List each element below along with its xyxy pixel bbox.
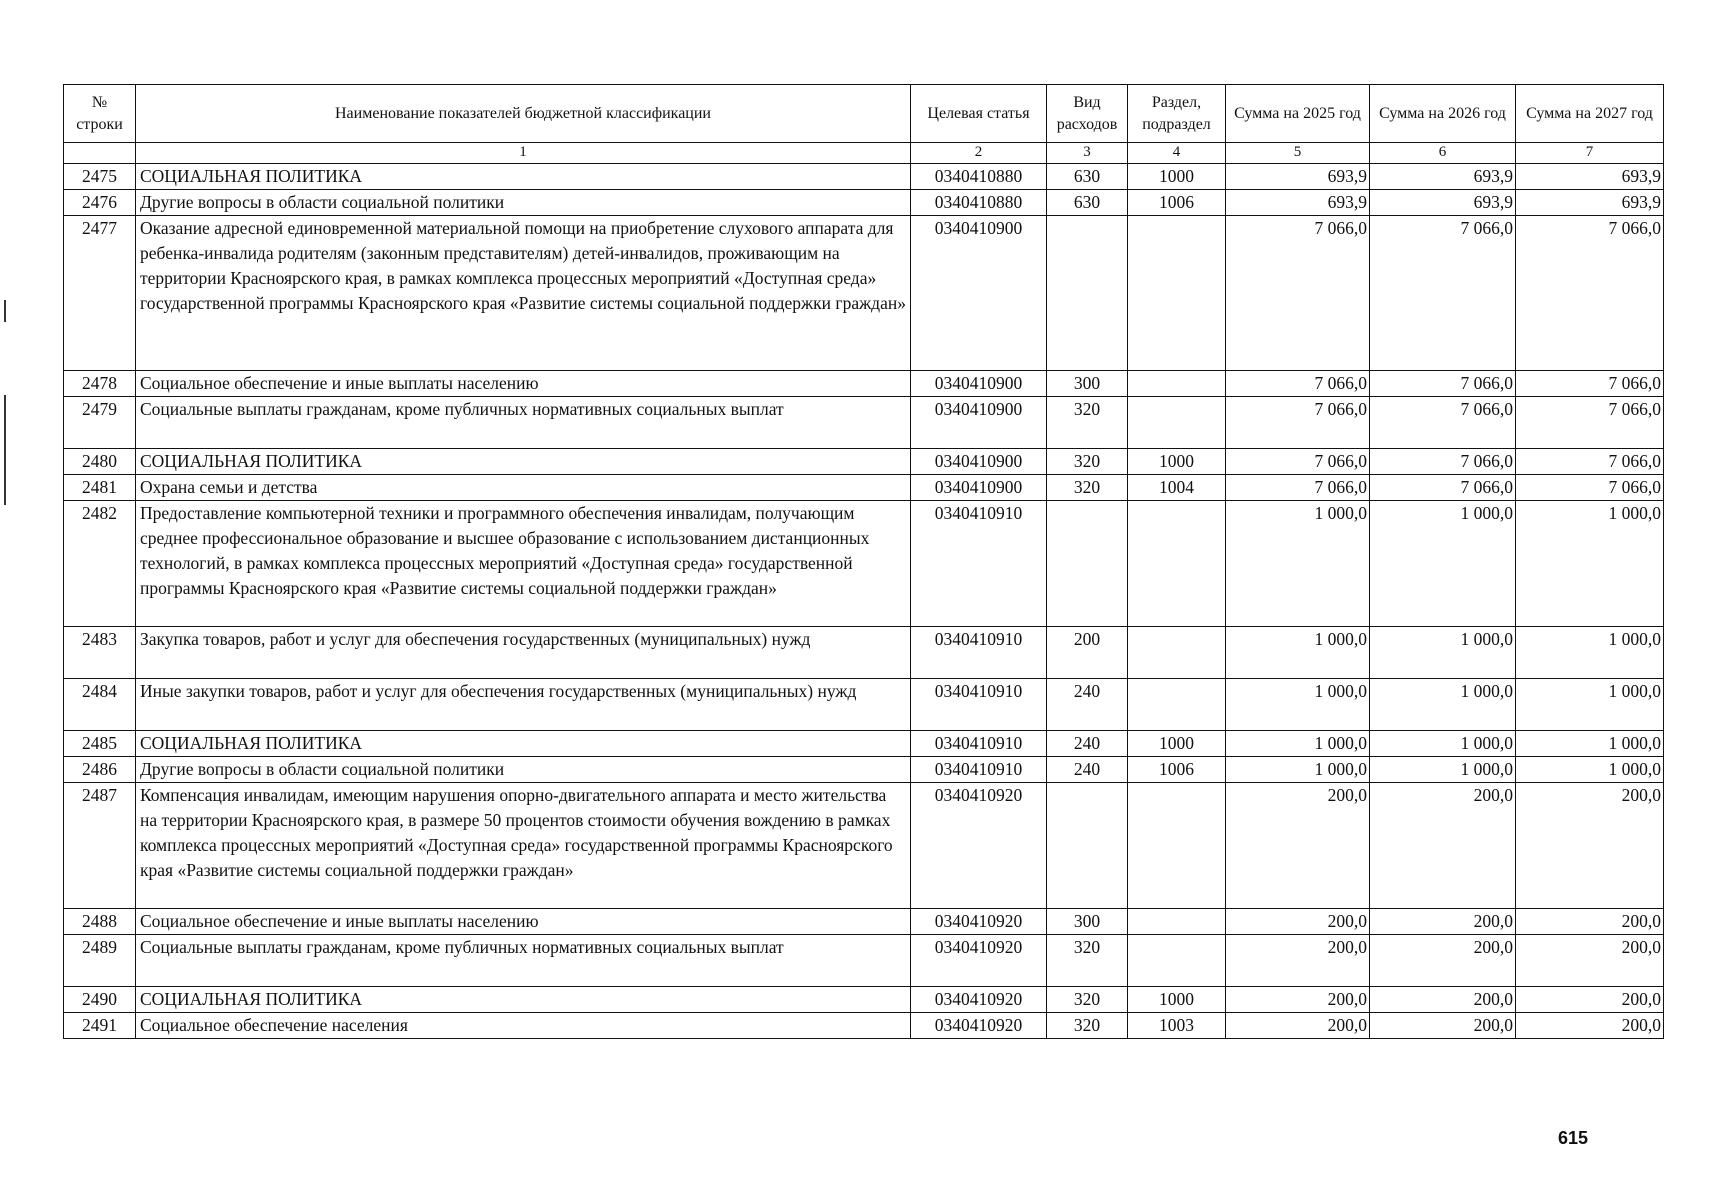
row-name: Социальные выплаты гражданам, кроме публичных нормативных социальных выплат <box>136 397 911 449</box>
row-sum-2026: 7 066,0 <box>1370 371 1516 397</box>
table-row <box>64 731 1664 757</box>
header-row-no: № строки <box>64 85 136 143</box>
row-expense-kind: 320 <box>1047 935 1128 987</box>
table-row <box>64 935 1664 987</box>
row-number: 2484 <box>64 679 136 731</box>
header-target: Целевая статья <box>911 85 1047 143</box>
table-row <box>64 164 1664 190</box>
row-sum-2025: 7 066,0 <box>1226 216 1370 371</box>
row-name: Социальное обеспечение и иные выплаты населению <box>136 371 911 397</box>
row-name: Компенсация инвалидам, имеющим нарушения опорно-двигательного аппарата и место жительства на территории Красноярского края, в размере 50 процентов стоимости обучения вождению в рамках комплекса процессных мероприятий «Доступная среда» государственной программы Красноярского края «Развитие системы социальной поддержки граждан» <box>136 783 911 909</box>
row-name: СОЦИАЛЬНАЯ ПОЛИТИКА <box>136 164 911 190</box>
row-expense-kind: 240 <box>1047 757 1128 783</box>
row-section <box>1128 935 1226 987</box>
table-row <box>64 501 1664 627</box>
row-sum-2027: 1 000,0 <box>1516 501 1664 627</box>
row-sum-2026: 200,0 <box>1370 909 1516 935</box>
table-row <box>64 190 1664 216</box>
row-sum-2026: 7 066,0 <box>1370 475 1516 501</box>
row-section: 1006 <box>1128 757 1226 783</box>
row-sum-2025: 693,9 <box>1226 190 1370 216</box>
row-sum-2027: 693,9 <box>1516 190 1664 216</box>
row-target-code: 0340410880 <box>911 164 1047 190</box>
row-sum-2027: 7 066,0 <box>1516 216 1664 371</box>
column-number: 6 <box>1370 143 1516 164</box>
table-row <box>64 757 1664 783</box>
row-expense-kind: 630 <box>1047 190 1128 216</box>
budget-table <box>63 84 1664 1039</box>
row-sum-2026: 200,0 <box>1370 935 1516 987</box>
row-sum-2025: 200,0 <box>1226 1013 1370 1039</box>
row-expense-kind: 320 <box>1047 475 1128 501</box>
row-sum-2026: 200,0 <box>1370 987 1516 1013</box>
row-target-code: 0340410910 <box>911 679 1047 731</box>
table-row <box>64 1013 1664 1039</box>
page-number: 615 <box>1558 1128 1589 1148</box>
row-sum-2027: 1 000,0 <box>1516 757 1664 783</box>
row-sum-2027: 200,0 <box>1516 987 1664 1013</box>
table-row <box>64 679 1664 731</box>
column-number: 2 <box>911 143 1047 164</box>
row-expense-kind: 320 <box>1047 987 1128 1013</box>
row-expense-kind <box>1047 783 1128 909</box>
table-row <box>64 783 1664 909</box>
row-number: 2490 <box>64 987 136 1013</box>
row-name: Другие вопросы в области социальной политики <box>136 757 911 783</box>
row-sum-2026: 693,9 <box>1370 164 1516 190</box>
row-target-code: 0340410920 <box>911 987 1047 1013</box>
row-sum-2026: 7 066,0 <box>1370 397 1516 449</box>
row-sum-2026: 1 000,0 <box>1370 679 1516 731</box>
row-expense-kind: 300 <box>1047 371 1128 397</box>
row-number: 2477 <box>64 216 136 371</box>
row-sum-2027: 7 066,0 <box>1516 371 1664 397</box>
row-number: 2491 <box>64 1013 136 1039</box>
row-number: 2488 <box>64 909 136 935</box>
row-name: Охрана семьи и детства <box>136 475 911 501</box>
row-expense-kind: 320 <box>1047 449 1128 475</box>
row-number: 2487 <box>64 783 136 909</box>
row-sum-2025: 7 066,0 <box>1226 475 1370 501</box>
row-target-code: 0340410900 <box>911 475 1047 501</box>
row-target-code: 0340410920 <box>911 935 1047 987</box>
row-target-code: 0340410910 <box>911 757 1047 783</box>
header-name: Наименование показателей бюджетной классификации <box>136 85 911 143</box>
row-section: 1003 <box>1128 1013 1226 1039</box>
margin-mark <box>4 395 6 505</box>
row-number: 2489 <box>64 935 136 987</box>
row-number: 2483 <box>64 627 136 679</box>
column-number: 7 <box>1516 143 1664 164</box>
row-name: СОЦИАЛЬНАЯ ПОЛИТИКА <box>136 987 911 1013</box>
row-sum-2026: 1 000,0 <box>1370 731 1516 757</box>
row-name: Социальное обеспечение и иные выплаты населению <box>136 909 911 935</box>
row-sum-2026: 693,9 <box>1370 190 1516 216</box>
row-sum-2025: 7 066,0 <box>1226 449 1370 475</box>
column-number: 5 <box>1226 143 1370 164</box>
row-expense-kind <box>1047 501 1128 627</box>
row-sum-2025: 200,0 <box>1226 935 1370 987</box>
row-target-code: 0340410900 <box>911 397 1047 449</box>
row-number: 2480 <box>64 449 136 475</box>
row-name: Социальное обеспечение населения <box>136 1013 911 1039</box>
row-section <box>1128 679 1226 731</box>
row-target-code: 0340410920 <box>911 783 1047 909</box>
column-number: 1 <box>136 143 911 164</box>
row-section <box>1128 371 1226 397</box>
row-expense-kind: 630 <box>1047 164 1128 190</box>
row-sum-2027: 200,0 <box>1516 1013 1664 1039</box>
margin-mark <box>4 300 6 322</box>
row-number: 2486 <box>64 757 136 783</box>
row-target-code: 0340410910 <box>911 501 1047 627</box>
row-target-code: 0340410880 <box>911 190 1047 216</box>
row-sum-2025: 200,0 <box>1226 909 1370 935</box>
row-sum-2027: 7 066,0 <box>1516 449 1664 475</box>
row-name: Иные закупки товаров, работ и услуг для обеспечения государственных (муниципальных) нужд <box>136 679 911 731</box>
header-sum-2025: Сумма на 2025 год <box>1226 85 1370 143</box>
row-target-code: 0340410900 <box>911 449 1047 475</box>
row-section <box>1128 216 1226 371</box>
row-sum-2027: 1 000,0 <box>1516 627 1664 679</box>
row-sum-2027: 693,9 <box>1516 164 1664 190</box>
row-name: Другие вопросы в области социальной политики <box>136 190 911 216</box>
row-number: 2476 <box>64 190 136 216</box>
row-section <box>1128 397 1226 449</box>
row-sum-2026: 1 000,0 <box>1370 627 1516 679</box>
row-sum-2027: 200,0 <box>1516 909 1664 935</box>
row-sum-2025: 1 000,0 <box>1226 757 1370 783</box>
row-section: 1000 <box>1128 731 1226 757</box>
table-row <box>64 627 1664 679</box>
row-sum-2026: 1 000,0 <box>1370 757 1516 783</box>
table-row <box>64 909 1664 935</box>
column-number: 4 <box>1128 143 1226 164</box>
row-name: Закупка товаров, работ и услуг для обеспечения государственных (муниципальных) нужд <box>136 627 911 679</box>
row-name: СОЦИАЛЬНАЯ ПОЛИТИКА <box>136 731 911 757</box>
row-section <box>1128 783 1226 909</box>
row-target-code: 0340410900 <box>911 371 1047 397</box>
row-section <box>1128 627 1226 679</box>
row-sum-2025: 1 000,0 <box>1226 501 1370 627</box>
header-kind: Вид расходов <box>1047 85 1128 143</box>
column-number <box>64 143 136 164</box>
row-number: 2475 <box>64 164 136 190</box>
row-expense-kind: 200 <box>1047 627 1128 679</box>
table-row <box>64 397 1664 449</box>
table-row <box>64 449 1664 475</box>
row-sum-2025: 1 000,0 <box>1226 679 1370 731</box>
row-name: Оказание адресной единовременной материальной помощи на приобретение слухового аппарата для ребенка-инвалида родителям (законным представителям) детей-инвалидов, проживающим на территории Красноярского края, в рамках комплекса процессных мероприятий «Доступная среда» государственной программы Красноярского края «Развитие системы социальной поддержки граждан» <box>136 216 911 371</box>
row-target-code: 0340410910 <box>911 627 1047 679</box>
row-section <box>1128 501 1226 627</box>
row-section: 1000 <box>1128 987 1226 1013</box>
row-expense-kind: 320 <box>1047 1013 1128 1039</box>
row-sum-2025: 693,9 <box>1226 164 1370 190</box>
row-section: 1000 <box>1128 164 1226 190</box>
row-expense-kind: 240 <box>1047 731 1128 757</box>
row-target-code: 0340410920 <box>911 909 1047 935</box>
row-sum-2025: 7 066,0 <box>1226 371 1370 397</box>
row-section: 1000 <box>1128 449 1226 475</box>
row-sum-2025: 200,0 <box>1226 783 1370 909</box>
row-name: Социальные выплаты гражданам, кроме публичных нормативных социальных выплат <box>136 935 911 987</box>
row-sum-2026: 1 000,0 <box>1370 501 1516 627</box>
row-sum-2026: 7 066,0 <box>1370 449 1516 475</box>
row-sum-2027: 200,0 <box>1516 935 1664 987</box>
row-number: 2485 <box>64 731 136 757</box>
row-number: 2482 <box>64 501 136 627</box>
row-expense-kind: 300 <box>1047 909 1128 935</box>
table-row <box>64 216 1664 371</box>
row-section: 1006 <box>1128 190 1226 216</box>
table-row <box>64 475 1664 501</box>
row-sum-2027: 200,0 <box>1516 783 1664 909</box>
row-sum-2025: 1 000,0 <box>1226 731 1370 757</box>
row-sum-2025: 7 066,0 <box>1226 397 1370 449</box>
row-name: СОЦИАЛЬНАЯ ПОЛИТИКА <box>136 449 911 475</box>
table-row <box>64 371 1664 397</box>
row-number: 2481 <box>64 475 136 501</box>
row-sum-2027: 7 066,0 <box>1516 475 1664 501</box>
row-expense-kind: 240 <box>1047 679 1128 731</box>
row-name: Предоставление компьютерной техники и программного обеспечения инвалидам, получающим среднее профессиональное образование и высшее образование с использованием дистанционных технологий, в рамках комплекса процессных мероприятий «Доступная среда» государственной программы Красноярского края «Развитие системы социальной поддержки граждан» <box>136 501 911 627</box>
row-sum-2027: 1 000,0 <box>1516 731 1664 757</box>
row-sum-2026: 200,0 <box>1370 783 1516 909</box>
row-sum-2026: 200,0 <box>1370 1013 1516 1039</box>
row-number: 2478 <box>64 371 136 397</box>
row-sum-2027: 7 066,0 <box>1516 397 1664 449</box>
row-sum-2027: 1 000,0 <box>1516 679 1664 731</box>
header-section: Раздел, подраздел <box>1128 85 1226 143</box>
column-number: 3 <box>1047 143 1128 164</box>
row-target-code: 0340410910 <box>911 731 1047 757</box>
row-number: 2479 <box>64 397 136 449</box>
row-target-code: 0340410920 <box>911 1013 1047 1039</box>
row-sum-2025: 1 000,0 <box>1226 627 1370 679</box>
header-sum-2026: Сумма на 2026 год <box>1370 85 1516 143</box>
column-numbers-row <box>64 143 1664 164</box>
row-expense-kind <box>1047 216 1128 371</box>
row-section: 1004 <box>1128 475 1226 501</box>
header-sum-2027: Сумма на 2027 год <box>1516 85 1664 143</box>
table-row <box>64 987 1664 1013</box>
header-row <box>64 85 1664 143</box>
row-sum-2026: 7 066,0 <box>1370 216 1516 371</box>
row-expense-kind: 320 <box>1047 397 1128 449</box>
row-section <box>1128 909 1226 935</box>
row-target-code: 0340410900 <box>911 216 1047 371</box>
row-sum-2025: 200,0 <box>1226 987 1370 1013</box>
